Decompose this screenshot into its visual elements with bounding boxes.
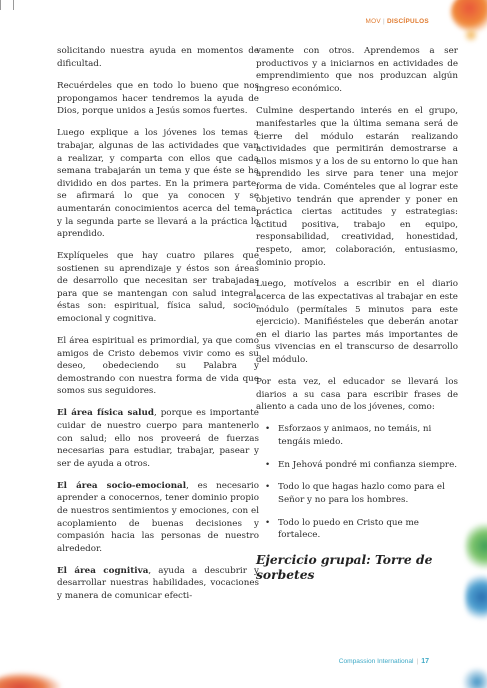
list-item: • Esforzaos y animaos, no temáis, ni tengáis miedo. bbox=[256, 423, 458, 448]
list-item: • Todo lo puedo en Cristo que me fortalece. bbox=[256, 517, 458, 542]
paragraph: Luego, motívelos a escribir en el diario acerca de las expectativas al trabajar en este módulo (permítales 5 minutos para este ejercicio). Manifiésteles que deberán anotar en el diario las partes más importantes de sus vivencias en el transcurso de desarrollo del módulo. bbox=[256, 279, 458, 366]
area-socio-label: El área socio-emocional bbox=[57, 480, 187, 491]
exercise-heading: Ejercicio grupal: Torre de sorbetes bbox=[256, 552, 433, 583]
paragraph: Luego explique a los jóvenes los temas a trabajar, algunas de las actividades que van a realizar, y comparta con ellos que cada semana trabajarán un tema y que éste se ha dividido en dos partes. En la primera parte, se afirmará lo que ya conocen y se aumentarán conocimientos acerca del tema, y la segunda parte se llevará a la práctica lo aprendido. bbox=[57, 128, 259, 240]
watercolor-splash-bottom-right bbox=[461, 668, 487, 688]
section-name: DISCÍPULOS bbox=[386, 18, 429, 25]
watercolor-splash-top-right-small bbox=[463, 28, 479, 42]
paragraph: solicitando nuestra ayuda en momentos de dificultad. bbox=[57, 46, 259, 69]
area-fisica-text: , porque es importante cuidar de nuestro cuerpo para mantenerlo con salud; ello nos proveerá de fuerzas necesarias para estudiar, trabajar, pasear y ser de ayuda a otros. bbox=[57, 408, 259, 469]
paragraph-area-fisica bbox=[57, 407, 259, 470]
paragraph: Culmine despertando interés en el grupo, manifestarles que la última semana será de cierre del módulo estarán realizando actividades que permitirán demostrarse a ellos mismos y a los de su entorno lo que han aprendido les sirve para tener una mejor forma de vida. Coménteles que al lograr este objetivo tendrán que aprender y poner en práctica ciertas actitudes y estrategias: actitud positiva, trabajo en equipo, responsabilidad, creatividad, honestidad, respeto, amor, colaboración, entusiasmo, dominio propio. bbox=[256, 106, 458, 268]
area-fisica-label: El área física salud bbox=[57, 408, 154, 419]
watercolor-splash-bottom-left bbox=[0, 672, 62, 688]
running-header bbox=[366, 18, 430, 25]
paragraph: Explíqueles que hay cuatro pilares que sostienen su aprendizaje y éstos son áreas de desarrollo que necesitan ser trabajadas para que se mantengan con salud integral, éstas son: espiritual, física salud, socio-emocional y cognitiva. bbox=[57, 251, 259, 325]
encouragement-list bbox=[256, 423, 458, 542]
tick-marks-decoration bbox=[0, 0, 14, 10]
paragraph: El área espiritual es primordial, ya que como amigos de Cristo debemos vivir como es su deseo, obedeciendo su Palabra y demostrando con nuestra forma de vida que somos sus seguidores. bbox=[57, 336, 259, 397]
header-separator: | bbox=[382, 18, 385, 25]
section-prefix: MOV bbox=[365, 18, 381, 25]
paragraph-area-cognitiva bbox=[57, 565, 259, 603]
paragraph: Por esta vez, el educador se llevará los diarios a su casa para escribir frases de aliento a cada uno de los jóvenes, como: bbox=[256, 377, 458, 413]
paragraph: vamente con otros. Aprendemos a ser productivos y a iniciarnos en actividades de emprendimiento que nos produzcan algún ingreso económico. bbox=[256, 46, 458, 94]
page-footer bbox=[339, 658, 429, 665]
footer-separator: | bbox=[416, 658, 419, 665]
area-socio-text: , es necesario aprender a conocernos, tener dominio propio de nuestros sentimientos y emociones, con el acoplamiento de buenas decisiones y compasión hacia las personas de nuestro alrededor. bbox=[57, 480, 259, 554]
footer-org: Compassion International bbox=[338, 658, 414, 665]
list-item: • En Jehová pondré mi confianza siempre. bbox=[256, 459, 458, 472]
paragraph-area-socio bbox=[57, 480, 259, 556]
area-cognitiva-label: El área cognitiva bbox=[57, 565, 149, 576]
left-column bbox=[57, 45, 259, 612]
watercolor-splash-right-middle bbox=[465, 520, 487, 572]
area-cognitiva-text: , ayuda a descubrir y desarrollar nuestras habilidades, vocaciones y manera de comunicar efecti- bbox=[57, 565, 259, 601]
page-number: 17 bbox=[421, 658, 429, 665]
list-item: • Todo lo que hagas hazlo como para el Señor y no para los hombres. bbox=[256, 481, 458, 506]
watercolor-splash-right-lower bbox=[465, 570, 487, 624]
right-column bbox=[256, 45, 458, 582]
paragraph: Recuérdeles que en todo lo bueno que nos propongamos hacer tendremos la ayuda de Dios, porque unidos a Jesús somos fuertes. bbox=[57, 81, 259, 117]
